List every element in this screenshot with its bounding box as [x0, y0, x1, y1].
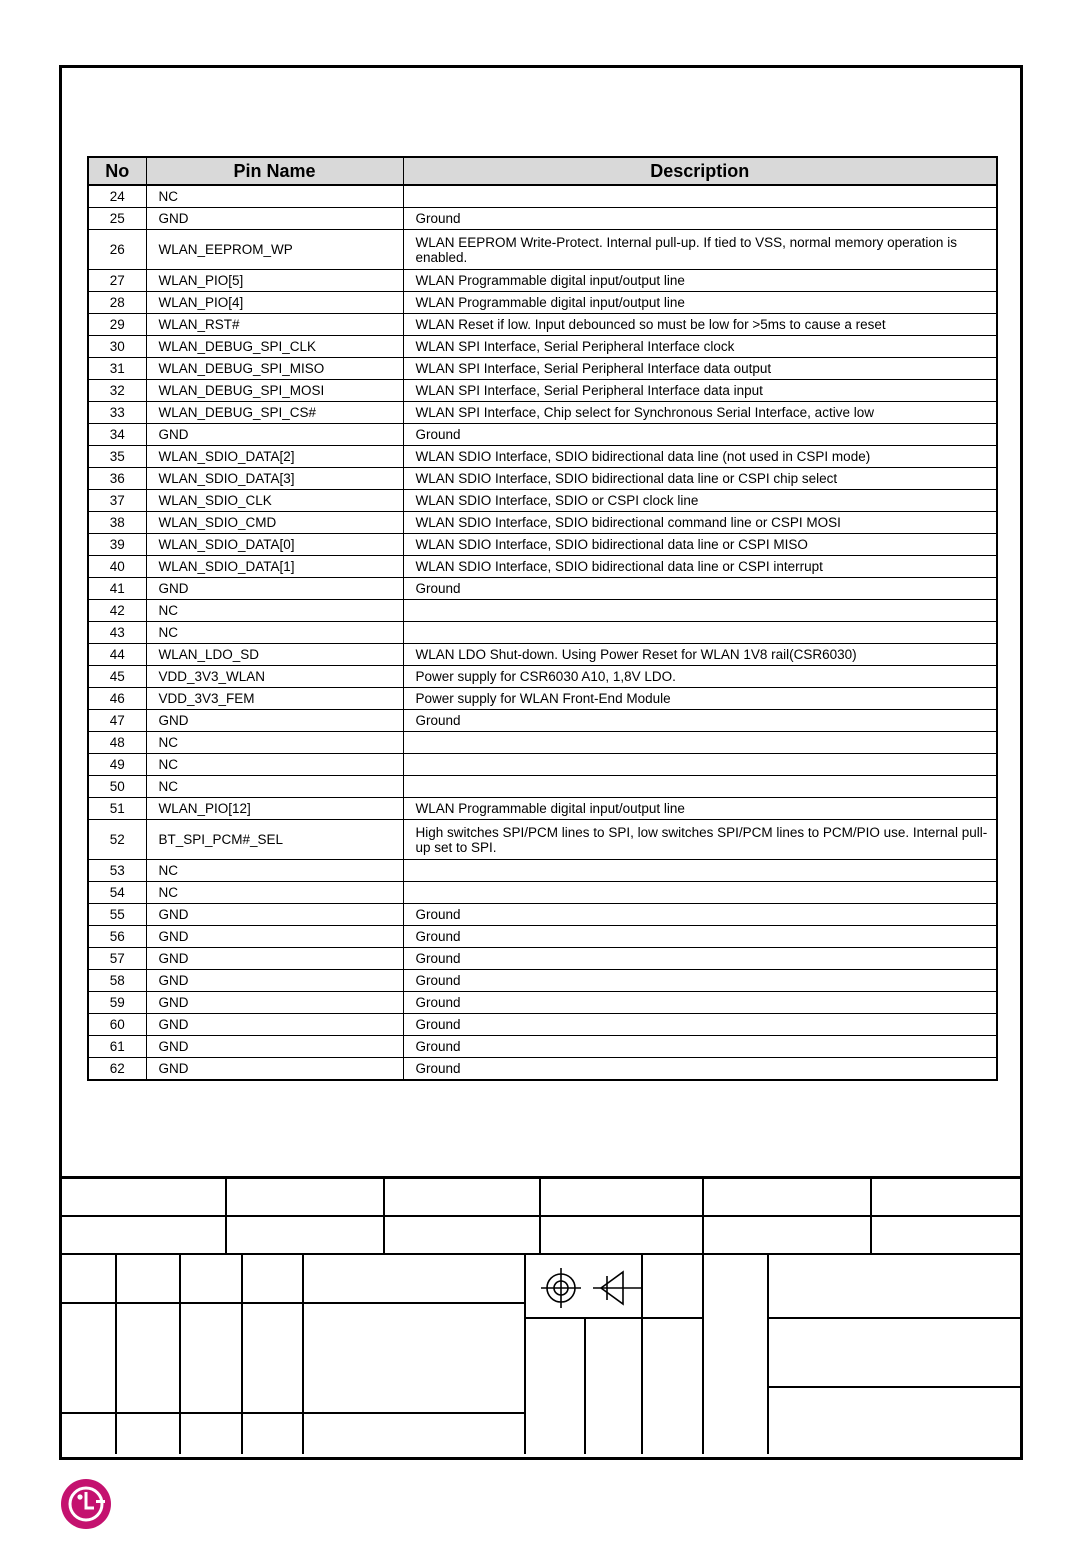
- pin-number-cell: 53: [88, 860, 146, 882]
- pin-description-cell: Ground: [403, 992, 997, 1014]
- pin-number-cell: 43: [88, 622, 146, 644]
- pin-number-cell: 34: [88, 424, 146, 446]
- pin-description-cell: WLAN Programmable digital input/output line: [403, 270, 997, 292]
- pin-description-cell: WLAN SPI Interface, Chip select for Synchronous Serial Interface, active low: [403, 402, 997, 424]
- pin-number-cell: 30: [88, 336, 146, 358]
- pin-description-cell: [403, 622, 997, 644]
- table-header-row: [88, 157, 997, 185]
- pin-description-cell: WLAN SPI Interface, Serial Peripheral Interface clock: [403, 336, 997, 358]
- pin-number-cell: 57: [88, 948, 146, 970]
- pin-name-cell: BT_SPI_PCM#_SEL: [146, 820, 403, 860]
- pin-description-cell: Ground: [403, 1014, 997, 1036]
- table-row: [88, 926, 997, 948]
- pin-description-cell: WLAN SDIO Interface, SDIO bidirectional data line (not used in CSPI mode): [403, 446, 997, 468]
- table-row: [88, 578, 997, 600]
- pin-number-cell: 47: [88, 710, 146, 732]
- pin-number-cell: 59: [88, 992, 146, 1014]
- table-row: [88, 776, 997, 798]
- table-row: [88, 556, 997, 578]
- pin-name-cell: WLAN_DEBUG_SPI_MOSI: [146, 380, 403, 402]
- table-row: [88, 732, 997, 754]
- table-row: [88, 358, 997, 380]
- pin-number-cell: 27: [88, 270, 146, 292]
- pin-name-cell: GND: [146, 710, 403, 732]
- pin-name-cell: WLAN_SDIO_CLK: [146, 490, 403, 512]
- pin-name-cell: GND: [146, 578, 403, 600]
- pin-number-cell: 54: [88, 882, 146, 904]
- pin-name-cell: NC: [146, 776, 403, 798]
- pin-name-cell: WLAN_EEPROM_WP: [146, 230, 403, 270]
- pin-description-cell: High switches SPI/PCM lines to SPI, low switches SPI/PCM lines to PCM/PIO use. Internal pull-up set to SPI.: [403, 820, 997, 860]
- pin-description-cell: WLAN SDIO Interface, SDIO bidirectional data line or CSPI MISO: [403, 534, 997, 556]
- pin-number-cell: 62: [88, 1058, 146, 1081]
- header-pin-name: Pin Name: [146, 157, 403, 185]
- table-row: [88, 904, 997, 926]
- table-row: [88, 380, 997, 402]
- pin-description-cell: [403, 882, 997, 904]
- pin-number-cell: 55: [88, 904, 146, 926]
- pin-name-cell: WLAN_PIO[12]: [146, 798, 403, 820]
- pin-name-cell: NC: [146, 600, 403, 622]
- table-row: [88, 710, 997, 732]
- pin-name-cell: VDD_3V3_WLAN: [146, 666, 403, 688]
- pin-number-cell: 40: [88, 556, 146, 578]
- pin-description-cell: Ground: [403, 1058, 997, 1081]
- table-row: [88, 270, 997, 292]
- pin-number-cell: 49: [88, 754, 146, 776]
- pin-number-cell: 46: [88, 688, 146, 710]
- pin-number-cell: 58: [88, 970, 146, 992]
- table-row: [88, 314, 997, 336]
- table-row: [88, 948, 997, 970]
- pin-description-cell: Power supply for CSR6030 A10, 1,8V LDO.: [403, 666, 997, 688]
- table-row: [88, 208, 997, 230]
- pin-number-cell: 33: [88, 402, 146, 424]
- pin-name-cell: GND: [146, 1036, 403, 1058]
- pin-name-cell: GND: [146, 208, 403, 230]
- pin-description-cell: WLAN SDIO Interface, SDIO bidirectional data line or CSPI chip select: [403, 468, 997, 490]
- pin-name-cell: GND: [146, 970, 403, 992]
- pin-description-cell: Ground: [403, 904, 997, 926]
- table-row: [88, 230, 997, 270]
- table-row: [88, 644, 997, 666]
- table-row: [88, 336, 997, 358]
- pin-number-cell: 38: [88, 512, 146, 534]
- table-row: [88, 1014, 997, 1036]
- pin-name-cell: WLAN_PIO[5]: [146, 270, 403, 292]
- pin-name-cell: WLAN_SDIO_DATA[2]: [146, 446, 403, 468]
- pin-name-cell: VDD_3V3_FEM: [146, 688, 403, 710]
- pin-number-cell: 52: [88, 820, 146, 860]
- pin-name-cell: NC: [146, 732, 403, 754]
- pin-description-cell: WLAN SDIO Interface, SDIO bidirectional command line or CSPI MOSI: [403, 512, 997, 534]
- pin-number-cell: 35: [88, 446, 146, 468]
- pin-number-cell: 56: [88, 926, 146, 948]
- pin-number-cell: 39: [88, 534, 146, 556]
- pin-number-cell: 28: [88, 292, 146, 314]
- pin-name-cell: NC: [146, 860, 403, 882]
- pin-name-cell: WLAN_LDO_SD: [146, 644, 403, 666]
- pin-number-cell: 24: [88, 185, 146, 208]
- table-row: [88, 185, 997, 208]
- pin-name-cell: WLAN_DEBUG_SPI_CS#: [146, 402, 403, 424]
- pin-number-cell: 26: [88, 230, 146, 270]
- pin-name-cell: GND: [146, 926, 403, 948]
- pin-number-cell: 44: [88, 644, 146, 666]
- pin-description-cell: Ground: [403, 970, 997, 992]
- pin-description-cell: [403, 754, 997, 776]
- pin-name-cell: WLAN_SDIO_CMD: [146, 512, 403, 534]
- pin-name-cell: WLAN_SDIO_DATA[3]: [146, 468, 403, 490]
- table-row: [88, 292, 997, 314]
- table-row: [88, 860, 997, 882]
- pin-number-cell: 25: [88, 208, 146, 230]
- pin-description-cell: Power supply for WLAN Front-End Module: [403, 688, 997, 710]
- pin-description-cell: [403, 600, 997, 622]
- pin-name-cell: WLAN_DEBUG_SPI_CLK: [146, 336, 403, 358]
- pin-description-cell: WLAN Programmable digital input/output line: [403, 292, 997, 314]
- pin-description-cell: WLAN EEPROM Write-Protect. Internal pull-up. If tied to VSS, normal memory operation is enabled.: [403, 230, 997, 270]
- pin-name-cell: WLAN_SDIO_DATA[1]: [146, 556, 403, 578]
- table-row: [88, 446, 997, 468]
- lg-logo-icon: [60, 1478, 112, 1530]
- pin-description-cell: WLAN SDIO Interface, SDIO or CSPI clock line: [403, 490, 997, 512]
- table-row: [88, 1036, 997, 1058]
- table-row: [88, 424, 997, 446]
- pin-number-cell: 42: [88, 600, 146, 622]
- pin-name-cell: NC: [146, 882, 403, 904]
- table-row: [88, 600, 997, 622]
- pin-description-table: [87, 156, 998, 1081]
- pin-name-cell: NC: [146, 754, 403, 776]
- pin-number-cell: 48: [88, 732, 146, 754]
- table-row: [88, 402, 997, 424]
- table-row: [88, 882, 997, 904]
- pin-description-cell: Ground: [403, 424, 997, 446]
- pin-name-cell: WLAN_RST#: [146, 314, 403, 336]
- pin-description-cell: [403, 860, 997, 882]
- table-row: [88, 468, 997, 490]
- table-row: [88, 820, 997, 860]
- pin-description-cell: [403, 776, 997, 798]
- pin-number-cell: 60: [88, 1014, 146, 1036]
- pin-name-cell: GND: [146, 1014, 403, 1036]
- pin-description-cell: WLAN SPI Interface, Serial Peripheral Interface data output: [403, 358, 997, 380]
- pin-name-cell: GND: [146, 992, 403, 1014]
- table-row: [88, 688, 997, 710]
- pin-description-cell: WLAN SPI Interface, Serial Peripheral Interface data input: [403, 380, 997, 402]
- pin-number-cell: 29: [88, 314, 146, 336]
- table-row: [88, 754, 997, 776]
- pin-description-cell: Ground: [403, 1036, 997, 1058]
- pin-name-cell: WLAN_PIO[4]: [146, 292, 403, 314]
- table-row: [88, 666, 997, 688]
- pin-name-cell: NC: [146, 622, 403, 644]
- pin-description-cell: WLAN SDIO Interface, SDIO bidirectional data line or CSPI interrupt: [403, 556, 997, 578]
- pin-description-cell: [403, 732, 997, 754]
- header-no: No: [88, 157, 146, 185]
- pin-description-cell: Ground: [403, 926, 997, 948]
- pin-name-cell: WLAN_DEBUG_SPI_MISO: [146, 358, 403, 380]
- pin-number-cell: 36: [88, 468, 146, 490]
- pin-description-cell: Ground: [403, 948, 997, 970]
- pin-number-cell: 37: [88, 490, 146, 512]
- pin-number-cell: 45: [88, 666, 146, 688]
- pin-description-cell: WLAN LDO Shut-down. Using Power Reset for WLAN 1V8 rail(CSR6030): [403, 644, 997, 666]
- pin-description-cell: Ground: [403, 208, 997, 230]
- table-row: [88, 512, 997, 534]
- pin-name-cell: GND: [146, 948, 403, 970]
- third-angle-projection-icon: [531, 1264, 643, 1312]
- pin-name-cell: WLAN_SDIO_DATA[0]: [146, 534, 403, 556]
- table-row: [88, 622, 997, 644]
- pin-description-cell: WLAN Programmable digital input/output line: [403, 798, 997, 820]
- pin-description-cell: Ground: [403, 710, 997, 732]
- header-description: Description: [403, 157, 997, 185]
- table-row: [88, 534, 997, 556]
- table-row: [88, 970, 997, 992]
- pin-name-cell: GND: [146, 904, 403, 926]
- pin-number-cell: 32: [88, 380, 146, 402]
- pin-number-cell: 41: [88, 578, 146, 600]
- pin-description-cell: [403, 185, 997, 208]
- pin-name-cell: GND: [146, 424, 403, 446]
- pin-number-cell: 50: [88, 776, 146, 798]
- pin-number-cell: 61: [88, 1036, 146, 1058]
- table-body: [88, 185, 997, 1080]
- pin-name-cell: NC: [146, 185, 403, 208]
- table-row: [88, 798, 997, 820]
- pin-description-cell: Ground: [403, 578, 997, 600]
- pin-number-cell: 31: [88, 358, 146, 380]
- table-row: [88, 490, 997, 512]
- pin-name-cell: GND: [146, 1058, 403, 1081]
- table-row: [88, 992, 997, 1014]
- pin-description-cell: WLAN Reset if low. Input debounced so must be low for >5ms to cause a reset: [403, 314, 997, 336]
- table-row: [88, 1058, 997, 1081]
- pin-number-cell: 51: [88, 798, 146, 820]
